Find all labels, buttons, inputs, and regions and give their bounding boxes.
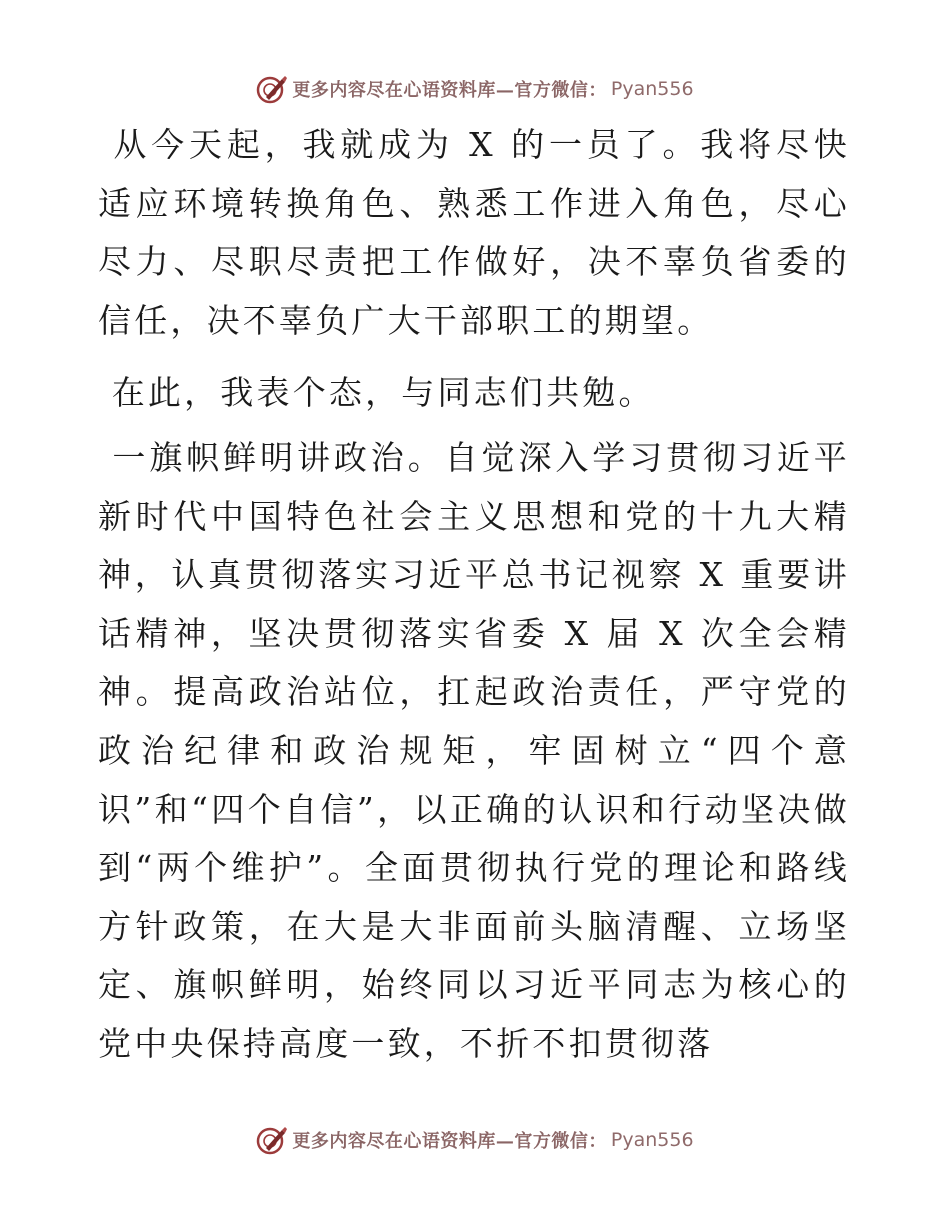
pen-circle-logo-icon <box>256 73 288 105</box>
paragraph-intro: 从今天起，我就成为 X 的一员了。我将尽快适应环境转换角色、熟悉工作进入角色，尽心尽力、尽职尽责把工作做好，决不辜负省委的信任，决不辜负广大干部职工的期望。 <box>98 125 850 340</box>
watermark-text: 更多内容尽在心语资料库—官方微信： <box>292 80 607 101</box>
paragraph-pledge: 在此，我表个态，与同志们共勉。 <box>98 373 655 413</box>
watermark-footer <box>0 1123 950 1157</box>
watermark-wechat-id: Pyan556 <box>610 78 694 100</box>
watermark-text: 更多内容尽在心语资料库—官方微信： <box>292 1131 607 1152</box>
pen-circle-logo-icon <box>256 1124 288 1156</box>
watermark-wechat-id: Pyan556 <box>610 1129 694 1151</box>
document-body <box>98 116 850 1074</box>
paragraph-politics: 一旗帜鲜明讲政治。自觉深入学习贯彻习近平新时代中国特色社会主义思想和党的十九大精神，认真贯彻落实习近平总书记视察 X 重要讲话精神，坚决贯彻落实省委 X 届 X 次全会精神。提高政治站位，扛起政治责任，严守党的政治纪律和政治规矩，牢固树立“四个意识”和“四个自信”，以正确的认识和行动坚决做到“两个维护”。全面贯彻执行党的理论和路线方针政策，在大是大非面前头脑清醒、立场坚定、旗帜鲜明，始终同以习近平同志为核心的党中央保持高度一致，不折不扣贯彻落 <box>98 437 850 1063</box>
watermark-header <box>0 72 950 106</box>
